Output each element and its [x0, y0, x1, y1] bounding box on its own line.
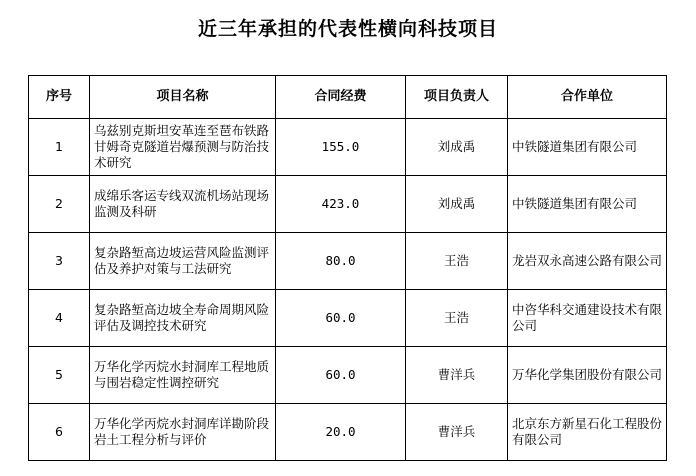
- row-partner: 中铁隧道集团有限公司: [508, 119, 667, 176]
- row-project-name: 复杂路堑高边坡全寿命周期风险评估及调控技术研究: [90, 290, 276, 347]
- row-leader: 曹洋兵: [406, 347, 508, 404]
- table-row: [29, 347, 667, 404]
- row-index: 2: [29, 176, 90, 233]
- row-partner: 龙岩双永高速公路有限公司: [508, 233, 667, 290]
- row-funding: 155.0: [276, 119, 406, 176]
- table-row: [29, 290, 667, 347]
- row-funding: 60.0: [276, 290, 406, 347]
- row-project-name: 万华化学丙烷水封洞库工程地质与围岩稳定性调控研究: [90, 347, 276, 404]
- table-row: [29, 119, 667, 176]
- header-index: 序号: [29, 76, 90, 119]
- row-partner: 北京东方新星石化工程股份有限公司: [508, 404, 667, 461]
- projects-table: [28, 75, 667, 461]
- row-funding: 60.0: [276, 347, 406, 404]
- row-index: 4: [29, 290, 90, 347]
- row-leader: 王浩: [406, 233, 508, 290]
- row-partner: 万华化学集团股份有限公司: [508, 347, 667, 404]
- row-leader: 刘成禹: [406, 176, 508, 233]
- row-project-name: 万华化学丙烷水封洞库详勘阶段岩土工程分析与评价: [90, 404, 276, 461]
- table-header-row: [29, 76, 667, 119]
- row-funding: 20.0: [276, 404, 406, 461]
- header-partner: 合作单位: [508, 76, 667, 119]
- header-funding: 合同经费: [276, 76, 406, 119]
- header-name: 项目名称: [90, 76, 276, 119]
- table-row: [29, 404, 667, 461]
- row-funding: 423.0: [276, 176, 406, 233]
- row-index: 6: [29, 404, 90, 461]
- row-partner: 中铁隧道集团有限公司: [508, 176, 667, 233]
- table-row: [29, 233, 667, 290]
- table-row: [29, 176, 667, 233]
- row-project-name: 乌兹别克斯坦安革连至琶布铁路甘姆奇克隧道岩爆预测与防治技术研究: [90, 119, 276, 176]
- row-index: 5: [29, 347, 90, 404]
- row-funding: 80.0: [276, 233, 406, 290]
- row-index: 3: [29, 233, 90, 290]
- row-leader: 曹洋兵: [406, 404, 508, 461]
- row-index: 1: [29, 119, 90, 176]
- header-leader: 项目负责人: [406, 76, 508, 119]
- row-leader: 王浩: [406, 290, 508, 347]
- row-partner: 中咨华科交通建设技术有限公司: [508, 290, 667, 347]
- row-project-name: 复杂路堑高边坡运营风险监测评估及养护对策与工法研究: [90, 233, 276, 290]
- row-project-name: 成绵乐客运专线双流机场站现场监测及科研: [90, 176, 276, 233]
- row-leader: 刘成禹: [406, 119, 508, 176]
- document-title: 近三年承担的代表性横向科技项目: [197, 18, 498, 40]
